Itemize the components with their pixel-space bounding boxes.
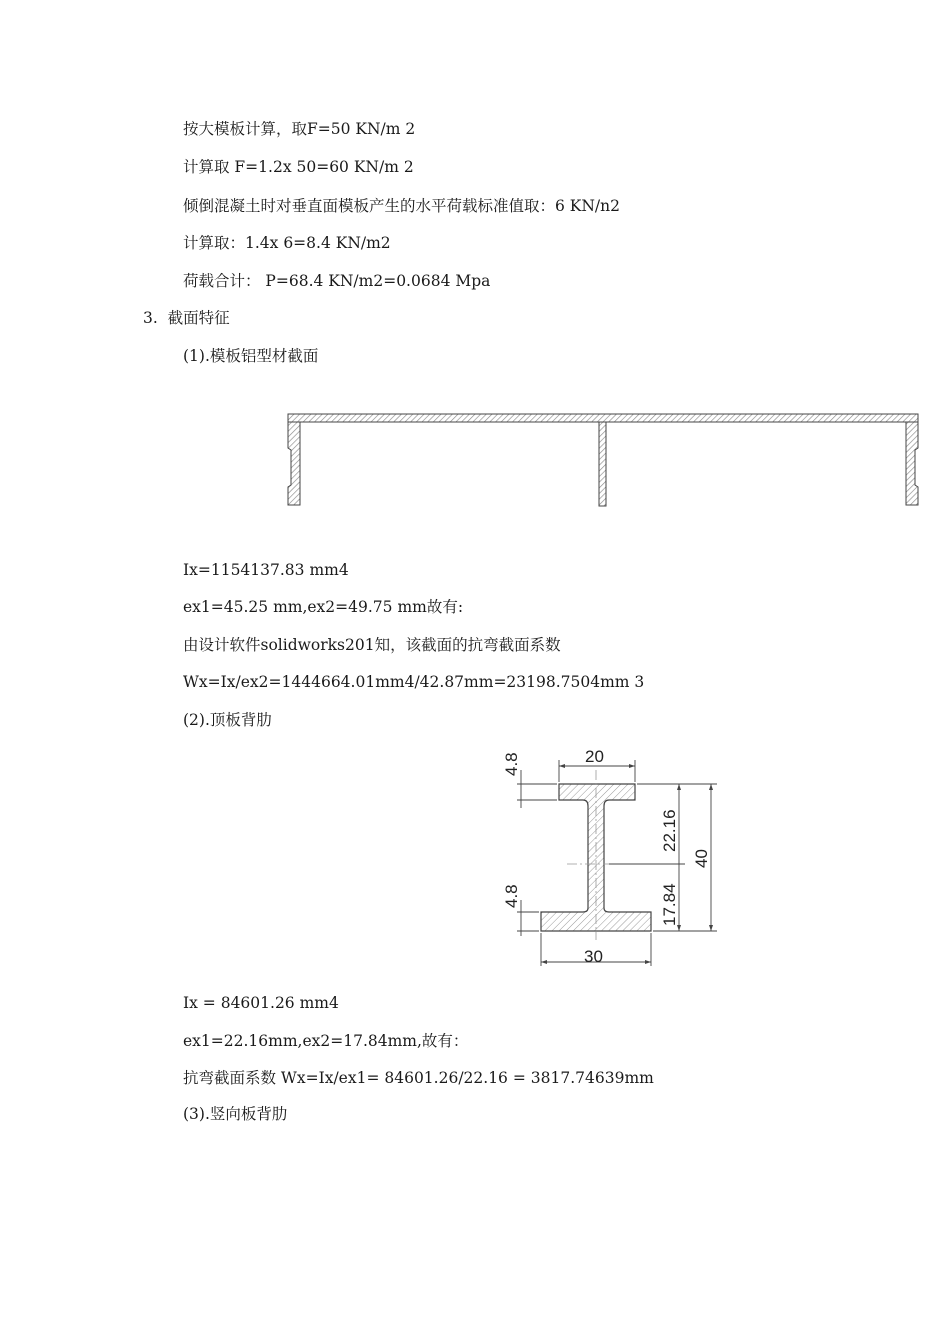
ibeam-section-figure (495, 740, 730, 970)
dim-lower-part: 17.84 (660, 883, 679, 926)
dim-height: 40 (692, 849, 711, 868)
text-line-ix-1: Ix=1154137.83 mm4 (183, 561, 349, 579)
dim-bottom-flange: 4.8 (502, 884, 521, 908)
aluminium-profile-figure (280, 405, 925, 515)
text-line-wx-1: Wx=Ix/ex2=1444664.01mm4/42.87mm=23198.7504mm 3 (183, 673, 645, 691)
text-line-wx-2: 抗弯截面系数 Wx=Ix/ex1= 84601.26/22.16 = 3817.74639mm (183, 1069, 654, 1087)
text-line-1: 按大模板计算，取F=50 KN/m 2 (183, 120, 416, 138)
text-line-ex-2: ex1=22.16mm,ex2=17.84mm,故有： (183, 1032, 469, 1050)
dim-bottom-width: 30 (584, 947, 603, 966)
section-heading: 3. 截面特征 (143, 309, 230, 327)
text-line-ex-1: ex1=45.25 mm,ex2=49.75 mm故有: (183, 598, 464, 616)
subsection-heading-2: (2).顶板背肋 (183, 711, 272, 729)
dim-upper-part: 22.16 (660, 809, 679, 852)
dim-top-flange: 4.8 (502, 752, 521, 776)
subsection-heading-3: (3).竖向板背肋 (183, 1105, 288, 1123)
text-line-2: 计算取 F=1.2x 50=60 KN/m 2 (183, 158, 414, 176)
text-line-software: 由设计软件solidworks201知，该截面的抗弯截面系数 (183, 636, 561, 654)
subsection-heading-1: (1).模板铝型材截面 (183, 347, 319, 365)
text-line-3: 倾倒混凝土时对垂直面模板产生的水平荷载标准值取：6 KN/n2 (183, 197, 620, 215)
text-line-4: 计算取：1.4x 6=8.4 KN/m2 (183, 234, 391, 252)
dim-top-width: 20 (585, 747, 604, 766)
text-line-5: 荷载合计： P=68.4 KN/m2=0.0684 Mpa (183, 272, 491, 290)
text-line-ix-2: Ix = 84601.26 mm4 (183, 994, 339, 1012)
